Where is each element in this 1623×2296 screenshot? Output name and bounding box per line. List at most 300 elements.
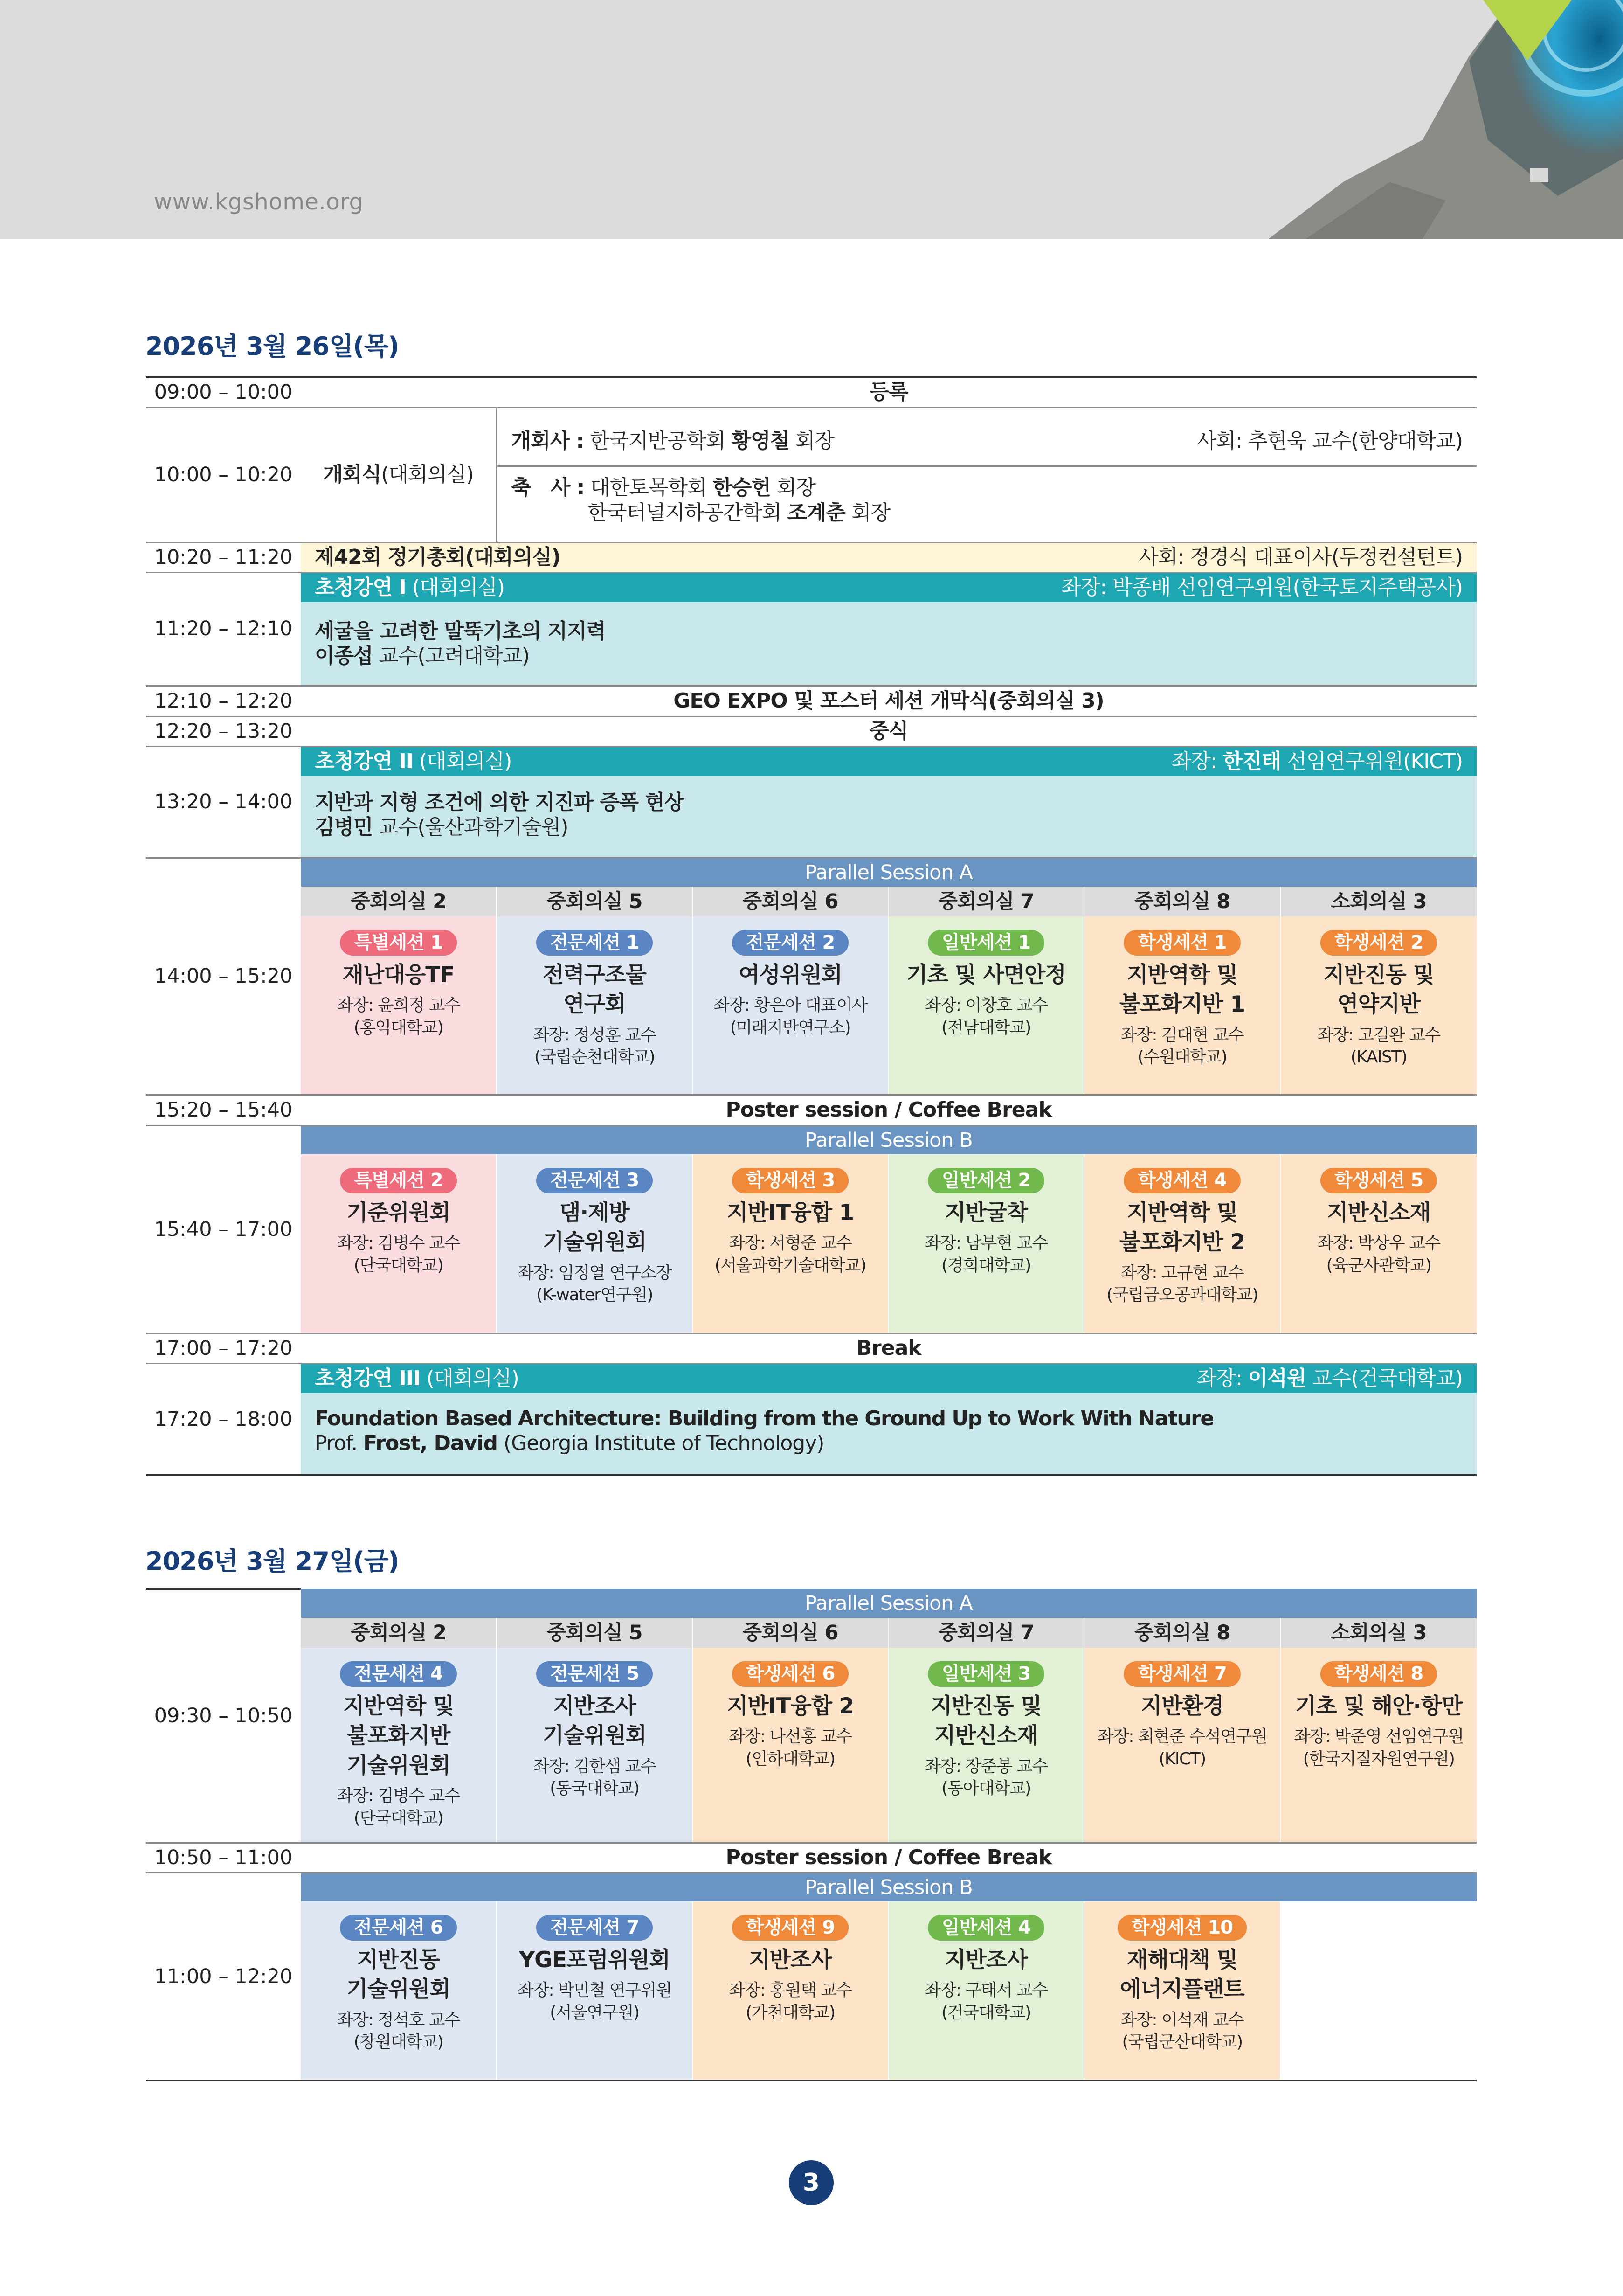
session-title-line: 에너지플랜트 xyxy=(1120,1977,1244,2003)
chair-name: 좌장: 홍원택 교수 xyxy=(729,1981,852,2000)
session-title-line: 불포화지반 2 xyxy=(1119,1229,1245,1256)
session-title-line: 여성위원회 xyxy=(738,962,842,988)
day2-schedule-table xyxy=(146,1588,1477,2081)
session-cell xyxy=(1084,1648,1280,1843)
keynote3-head-left xyxy=(315,1366,519,1391)
chair-name: 좌장: 구태서 교수 xyxy=(925,1981,1048,2000)
chair-org: (경희대학교) xyxy=(941,1256,1031,1275)
chair-name: 좌장: 정성훈 교수 xyxy=(533,1025,656,1045)
chair-name: 좌장: 임정열 연구소장 xyxy=(518,1263,671,1283)
session-title xyxy=(1284,1198,1474,1228)
session-chair xyxy=(696,994,885,1039)
session-chair xyxy=(891,1979,1081,2024)
expo-row xyxy=(146,686,1477,716)
congrats1-name: 한승헌 xyxy=(712,476,771,500)
session-title-line: 지반신소재 xyxy=(934,1723,1038,1749)
time-cell: 12:10 – 12:20 xyxy=(146,686,301,716)
chair-name: 좌장: 최현준 수석연구원 xyxy=(1097,1727,1267,1747)
chair-org: (건국대학교) xyxy=(941,2003,1031,2022)
chair-name: 좌장: 김한샘 교수 xyxy=(533,1756,656,1776)
parallel-a-head-row xyxy=(146,1589,1477,1618)
time-cell: 10:00 – 10:20 xyxy=(146,407,301,542)
room-header: 중회의실 6 xyxy=(692,1618,888,1648)
session-chair xyxy=(1284,1232,1474,1276)
session-cell xyxy=(1084,916,1280,1095)
poster-label: Poster session / Coffee Break xyxy=(301,1095,1477,1125)
speech-org: 한국지반공학회 xyxy=(589,429,725,453)
chair-org: (서울연구원) xyxy=(550,2003,639,2022)
keynote2-chair-prefix: 좌장: xyxy=(1171,749,1217,773)
session-title xyxy=(891,1198,1081,1228)
keynote2-row xyxy=(146,746,1477,858)
keynote2-chair-suffix: 선임연구위원(KICT) xyxy=(1287,749,1463,773)
time-cell: 09:00 – 10:00 xyxy=(146,377,301,407)
parallel-session-a-label: Parallel Session A xyxy=(301,1589,1477,1618)
session-title-line: 기술위원회 xyxy=(346,1977,450,2003)
keynote3-head xyxy=(301,1364,1477,1393)
session-title xyxy=(696,1692,885,1721)
session-chair xyxy=(500,1262,689,1306)
session-title xyxy=(1284,1692,1474,1721)
time-cell: 12:20 – 13:20 xyxy=(146,716,301,746)
session-title xyxy=(696,1945,885,1975)
session-cell xyxy=(692,916,888,1095)
break-row xyxy=(146,1333,1477,1363)
session-title-line: 기준위원회 xyxy=(346,1200,450,1226)
opening-room: (대회의실) xyxy=(381,463,474,487)
session-chair xyxy=(500,1979,689,2024)
chair-name: 좌장: 고규현 교수 xyxy=(1120,1263,1244,1283)
parallel-session-b-label: Parallel Session B xyxy=(301,1873,1477,1901)
chair-name: 좌장: 이창호 교수 xyxy=(925,996,1048,1015)
session-chair xyxy=(304,1785,493,1829)
chair-org: (서울과학기술대학교) xyxy=(714,1256,866,1275)
opening-title: 개회식 xyxy=(323,463,381,487)
parallel-a-sessions-row xyxy=(146,1648,1477,1843)
time-cell: 14:00 – 15:20 xyxy=(146,858,301,1095)
session-chair xyxy=(891,994,1081,1039)
time-cell: 09:30 – 10:50 xyxy=(146,1589,301,1843)
keynote3-chair xyxy=(1197,1366,1463,1391)
chair-org: (단국대학교) xyxy=(353,1256,443,1275)
chair-org: (인하대학교) xyxy=(746,1749,835,1769)
session-chair xyxy=(891,1755,1081,1800)
session-title-line: 지반IT융합 1 xyxy=(726,1200,854,1226)
session-title xyxy=(696,960,885,990)
room-head-row xyxy=(146,1618,1477,1648)
session-cell xyxy=(1084,1154,1280,1333)
keynote3-label: 초청강연 III xyxy=(315,1366,421,1390)
room-header: 중회의실 2 xyxy=(301,887,497,916)
session-cell xyxy=(1280,916,1477,1095)
parallel-b-sessions-row xyxy=(146,1154,1477,1333)
session-title xyxy=(304,1198,493,1228)
page-number: 3 xyxy=(789,2160,834,2205)
congrats-label: 축 사 : xyxy=(511,476,585,500)
session-badge: 특별세션 2 xyxy=(340,1168,456,1193)
session-title-line: 지반신소재 xyxy=(1327,1200,1431,1226)
session-title xyxy=(304,1692,493,1780)
assembly-mc: 사회: 정경식 대표이사(두정컨설턴트) xyxy=(1139,545,1463,569)
session-badge: 일반세션 1 xyxy=(928,930,1044,956)
session-title-line: 기초 및 해안·항만 xyxy=(1295,1693,1463,1719)
poster-row xyxy=(146,1843,1477,1873)
chair-org: (홍익대학교) xyxy=(353,1018,443,1037)
session-title-line: YGE포럼위원회 xyxy=(519,1947,670,1973)
session-cell xyxy=(1084,1901,1280,2081)
session-title xyxy=(304,1945,493,2005)
parallel-session-a-label: Parallel Session A xyxy=(301,858,1477,887)
session-badge: 학생세션 9 xyxy=(732,1915,849,1941)
session-chair xyxy=(1087,1726,1277,1770)
session-title-line: 전력구조물 xyxy=(542,962,646,988)
chair-name: 좌장: 김병수 교수 xyxy=(337,1786,460,1806)
chair-org: (동아대학교) xyxy=(941,1779,1031,1798)
session-title-line: 지반역학 및 xyxy=(343,1693,454,1719)
website-url: www.kgshome.org xyxy=(154,189,364,215)
session-chair xyxy=(1284,1726,1474,1770)
room-head-row xyxy=(146,887,1477,916)
chair-org: (수원대학교) xyxy=(1137,1047,1227,1067)
empty-cell xyxy=(1280,1901,1477,2081)
keynote3-row xyxy=(146,1363,1477,1475)
time-cell: 17:20 – 18:00 xyxy=(146,1363,301,1475)
time-cell: 13:20 – 14:00 xyxy=(146,746,301,858)
session-title xyxy=(891,1692,1081,1751)
session-title-line: 지반굴착 xyxy=(945,1200,1028,1226)
session-badge: 학생세션 7 xyxy=(1124,1661,1240,1687)
session-chair xyxy=(304,994,493,1039)
lunch-label: 중식 xyxy=(301,716,1477,746)
congrats1-suffix: 회장 xyxy=(776,476,815,500)
session-badge: 학생세션 6 xyxy=(732,1661,849,1687)
opening-row xyxy=(146,407,1477,542)
keynote2-chair-name: 한진태 xyxy=(1222,749,1281,773)
session-badge: 전문세션 6 xyxy=(340,1915,456,1941)
keynote1-chair: 좌장: 박종배 선임연구위원(한국토지주택공사) xyxy=(1061,575,1463,599)
session-badge: 일반세션 2 xyxy=(928,1168,1044,1193)
opening-title-cell xyxy=(301,407,497,542)
session-title-line: 기초 및 사면안정 xyxy=(906,962,1066,988)
room-header: 중회의실 5 xyxy=(497,1618,692,1648)
congrats2-name: 조계춘 xyxy=(787,501,846,525)
session-cell xyxy=(497,1154,692,1333)
keynote2-affil: 교수(울산과학기술원) xyxy=(379,815,568,839)
poster-label: Poster session / Coffee Break xyxy=(301,1843,1477,1873)
assembly-row xyxy=(146,542,1477,572)
keynote3-body xyxy=(301,1393,1477,1474)
chair-org: (육군사관학교) xyxy=(1326,1256,1431,1275)
session-title-line: 지반진동 xyxy=(357,1947,440,1973)
session-title-line: 불포화지반 xyxy=(346,1723,450,1749)
chair-name: 좌장: 황은아 대표이사 xyxy=(713,996,867,1015)
session-chair xyxy=(500,1024,689,1068)
session-title-line: 지반조사 xyxy=(553,1693,636,1719)
opening-speech xyxy=(497,416,1477,467)
time-cell: 11:20 – 12:10 xyxy=(146,572,301,686)
keynote2-room: (대회의실) xyxy=(419,749,512,773)
session-chair xyxy=(696,1232,885,1276)
day1-schedule-table xyxy=(146,376,1477,1476)
session-title-line: 연약지반 xyxy=(1337,992,1420,1018)
session-title xyxy=(500,1945,689,1975)
session-badge: 학생세션 2 xyxy=(1320,930,1437,956)
session-title xyxy=(1284,960,1474,1020)
keynote3-cell xyxy=(301,1363,1477,1475)
break-label: Break xyxy=(301,1333,1477,1363)
congrats-line-2 xyxy=(511,500,1463,526)
congrats2-suffix: 회장 xyxy=(851,501,891,525)
time-cell: 15:20 – 15:40 xyxy=(146,1095,301,1125)
session-title-line: 지반진동 및 xyxy=(1323,962,1434,988)
congrats1-org: 대한토목학회 xyxy=(590,476,707,500)
session-chair xyxy=(891,1232,1081,1276)
chair-name: 좌장: 나선홍 교수 xyxy=(729,1727,852,1747)
session-title xyxy=(500,960,689,1020)
keynote1-row xyxy=(146,572,1477,686)
speech-label: 개회사 : xyxy=(511,429,584,453)
session-title-line: 기술위원회 xyxy=(346,1752,450,1778)
room-header: 중회의실 7 xyxy=(888,1618,1084,1648)
session-badge: 학생세션 8 xyxy=(1320,1661,1437,1687)
keynote3-chair-prefix: 좌장: xyxy=(1196,1366,1242,1390)
session-cell xyxy=(888,1154,1084,1333)
parallel-b-head-row xyxy=(146,1873,1477,1901)
session-title xyxy=(500,1198,689,1257)
session-title xyxy=(891,1945,1081,1975)
parallel-a-head-row xyxy=(146,858,1477,887)
session-cell xyxy=(692,1154,888,1333)
session-title-line: 지반IT융합 2 xyxy=(726,1693,854,1719)
chair-name: 좌장: 박민철 연구위원 xyxy=(518,1981,671,2000)
session-cell xyxy=(497,1901,692,2081)
session-cell xyxy=(888,1901,1084,2081)
chair-org: (단국대학교) xyxy=(353,1808,443,1828)
session-chair xyxy=(696,1726,885,1770)
session-cell xyxy=(888,916,1084,1095)
session-title-line: 지반진동 및 xyxy=(931,1693,1042,1719)
assembly-cell xyxy=(301,542,1477,572)
session-chair xyxy=(696,1979,885,2024)
chair-name: 좌장: 박상우 교수 xyxy=(1317,1234,1440,1253)
session-title-line: 불포화지반 1 xyxy=(1119,992,1245,1018)
keynote2-head xyxy=(301,747,1477,776)
session-title-line: 지반역학 및 xyxy=(1126,1200,1238,1226)
session-title-line: 지반조사 xyxy=(945,1947,1028,1973)
session-title xyxy=(696,1198,885,1228)
session-title-line: 재난대응TF xyxy=(342,962,455,988)
session-title xyxy=(304,960,493,990)
keynote3-speaker: Frost, David xyxy=(363,1431,497,1456)
room-header: 소회의실 3 xyxy=(1280,887,1477,916)
session-chair xyxy=(304,1232,493,1276)
session-cell xyxy=(301,916,497,1095)
session-badge: 학생세션 10 xyxy=(1118,1915,1247,1941)
room-header: 중회의실 6 xyxy=(692,887,888,916)
chair-org: (KICT) xyxy=(1159,1749,1206,1769)
keynote1-body xyxy=(301,602,1477,685)
session-cell xyxy=(888,1648,1084,1843)
session-badge: 학생세션 4 xyxy=(1124,1168,1240,1193)
session-title-line: 재해대책 및 xyxy=(1126,1947,1238,1973)
session-title xyxy=(1087,1692,1277,1721)
session-badge: 학생세션 3 xyxy=(732,1168,849,1193)
session-chair xyxy=(304,2009,493,2053)
session-badge: 전문세션 7 xyxy=(536,1915,653,1941)
chair-name: 좌장: 이석재 교수 xyxy=(1120,2010,1244,2030)
keynote2-topic: 지반과 지형 조건에 의한 지진파 증폭 현상 xyxy=(315,790,684,814)
chair-name: 좌장: 장준봉 교수 xyxy=(925,1756,1048,1776)
keynote1-speaker-line xyxy=(315,644,1463,669)
keynote1-head-left xyxy=(315,575,504,600)
room-header: 중회의실 8 xyxy=(1084,1618,1280,1648)
speech-suffix: 회장 xyxy=(795,429,834,453)
session-title-line: 기술위원회 xyxy=(542,1723,646,1749)
chair-org: (가천대학교) xyxy=(746,2003,835,2022)
keynote1-speaker: 이종섭 xyxy=(315,644,373,668)
chair-name: 좌장: 고길완 교수 xyxy=(1317,1025,1440,1045)
page-header xyxy=(0,0,1623,239)
session-title-line: 기술위원회 xyxy=(542,1229,646,1256)
parallel-b-head-row xyxy=(146,1125,1477,1154)
keynote3-topic: Foundation Based Architecture: Building from the Ground Up to Work With Nature xyxy=(315,1406,1214,1430)
keynote1-room: (대회의실) xyxy=(412,575,505,599)
congrats2-org: 한국터널지하공간학회 xyxy=(587,501,781,525)
keynote3-room: (대회의실) xyxy=(426,1366,519,1390)
session-title xyxy=(1087,1198,1277,1257)
chair-org: (한국지질자원연구원) xyxy=(1303,1749,1455,1769)
lunch-row xyxy=(146,716,1477,746)
time-cell: 10:50 – 11:00 xyxy=(146,1843,301,1873)
opening-congrats xyxy=(497,467,1477,533)
congrats-line-1 xyxy=(511,475,1463,500)
session-title-line: 연구회 xyxy=(563,992,626,1018)
keynote1-cell xyxy=(301,572,1477,686)
time-cell: 17:00 – 17:20 xyxy=(146,1333,301,1363)
time-cell: 15:40 – 17:00 xyxy=(146,1125,301,1333)
parallel-b-sessions-row xyxy=(146,1901,1477,2081)
time-cell: 10:20 – 11:20 xyxy=(146,542,301,572)
keynote2-head-left xyxy=(315,749,511,774)
header-corner-image xyxy=(1269,0,1623,239)
keynote2-cell xyxy=(301,746,1477,858)
session-cell xyxy=(301,1901,497,2081)
keynote2-chair xyxy=(1172,749,1463,774)
session-cell xyxy=(1280,1648,1477,1843)
room-header: 중회의실 2 xyxy=(301,1618,497,1648)
keynote2-body xyxy=(301,776,1477,857)
chair-org: (미래지반연구소) xyxy=(730,1018,851,1037)
keynote3-chair-suffix: 교수(건국대학교) xyxy=(1312,1366,1463,1390)
session-title-line: 댐·제방 xyxy=(559,1200,630,1226)
session-badge: 전문세션 4 xyxy=(340,1661,456,1687)
keynote3-affil: (Georgia Institute of Technology) xyxy=(503,1431,824,1456)
session-badge: 학생세션 1 xyxy=(1124,930,1240,956)
day2-title: 2026년 3월 27일(금) xyxy=(145,1547,399,1576)
session-badge: 전문세션 1 xyxy=(536,930,653,956)
chair-org: (전남대학교) xyxy=(941,1018,1031,1037)
session-badge: 일반세션 3 xyxy=(928,1661,1044,1687)
keynote3-speaker-prefix: Prof. xyxy=(315,1431,358,1456)
expo-label: GEO EXPO 및 포스터 세션 개막식(중회의실 3) xyxy=(301,686,1477,716)
session-badge: 특별세션 1 xyxy=(340,930,456,956)
opening-mc: 사회: 추현욱 교수(한양대학교) xyxy=(1196,429,1463,453)
keynote2-speaker: 김병민 xyxy=(315,815,373,839)
registration-row xyxy=(146,377,1477,407)
chair-name: 좌장: 남부현 교수 xyxy=(925,1234,1048,1253)
session-title-line: 지반환경 xyxy=(1140,1693,1224,1719)
room-header: 중회의실 5 xyxy=(497,887,692,916)
opening-speech-text xyxy=(511,429,835,454)
time-cell: 11:00 – 12:20 xyxy=(146,1873,301,2081)
keynote1-topic: 세굴을 고려한 말뚝기초의 지지력 xyxy=(315,619,606,643)
chair-org: (K-water연구원) xyxy=(536,1285,653,1305)
chair-org: (창원대학교) xyxy=(353,2032,443,2052)
chair-org: (국립순천대학교) xyxy=(534,1047,655,1067)
session-cell xyxy=(692,1901,888,2081)
chair-org: (동국대학교) xyxy=(550,1779,639,1798)
chair-name: 좌장: 윤희정 교수 xyxy=(337,996,460,1015)
keynote3-speaker-line xyxy=(315,1431,1463,1456)
chair-name: 좌장: 정석호 교수 xyxy=(337,2010,460,2030)
keynote1-affil: 교수(고려대학교) xyxy=(379,644,530,668)
keynote2-speaker-line xyxy=(315,815,1463,840)
chair-org: (KAIST) xyxy=(1350,1047,1407,1067)
session-chair xyxy=(1284,1024,1474,1068)
chair-name: 좌장: 서형준 교수 xyxy=(729,1234,852,1253)
day1-title: 2026년 3월 26일(목) xyxy=(145,332,399,361)
chair-org: (국립군산대학교) xyxy=(1122,2032,1243,2052)
session-title xyxy=(1087,1945,1277,2005)
session-title xyxy=(891,960,1081,990)
assembly-line xyxy=(301,545,1477,570)
keynote2-label: 초청강연 II xyxy=(315,749,414,773)
session-chair xyxy=(1087,1024,1277,1068)
session-title xyxy=(500,1692,689,1751)
room-header: 소회의실 3 xyxy=(1280,1618,1477,1648)
parallel-a-sessions-row xyxy=(146,916,1477,1095)
parallel-session-b-label: Parallel Session B xyxy=(301,1125,1477,1154)
session-chair xyxy=(1087,2009,1277,2053)
keynote1-label: 초청강연 I xyxy=(315,575,406,599)
room-header: 중회의실 7 xyxy=(888,887,1084,916)
session-badge: 학생세션 5 xyxy=(1320,1168,1437,1193)
poster-row xyxy=(146,1095,1477,1125)
chair-name: 좌장: 김병수 교수 xyxy=(337,1234,460,1253)
session-title-line: 지반조사 xyxy=(749,1947,832,1973)
session-cell xyxy=(301,1648,497,1843)
session-title-line: 지반역학 및 xyxy=(1126,962,1238,988)
chair-org: (국립금오공과대학교) xyxy=(1106,1285,1258,1305)
keynote1-head xyxy=(301,573,1477,602)
session-cell xyxy=(497,1648,692,1843)
speech-name: 황영철 xyxy=(731,429,789,453)
session-cell xyxy=(1280,1154,1477,1333)
session-cell xyxy=(692,1648,888,1843)
session-chair xyxy=(1087,1262,1277,1306)
session-badge: 전문세션 3 xyxy=(536,1168,653,1193)
session-title xyxy=(1087,960,1277,1020)
session-badge: 일반세션 4 xyxy=(928,1915,1044,1941)
session-chair xyxy=(500,1755,689,1800)
opening-detail-cell xyxy=(497,407,1477,542)
assembly-title: 제42회 정기총회(대회의실) xyxy=(315,545,560,569)
session-badge: 전문세션 2 xyxy=(732,930,849,956)
registration-label: 등록 xyxy=(301,377,1477,407)
session-cell xyxy=(497,916,692,1095)
keynote3-chair-name: 이석원 xyxy=(1248,1366,1306,1390)
session-badge: 전문세션 5 xyxy=(536,1661,653,1687)
